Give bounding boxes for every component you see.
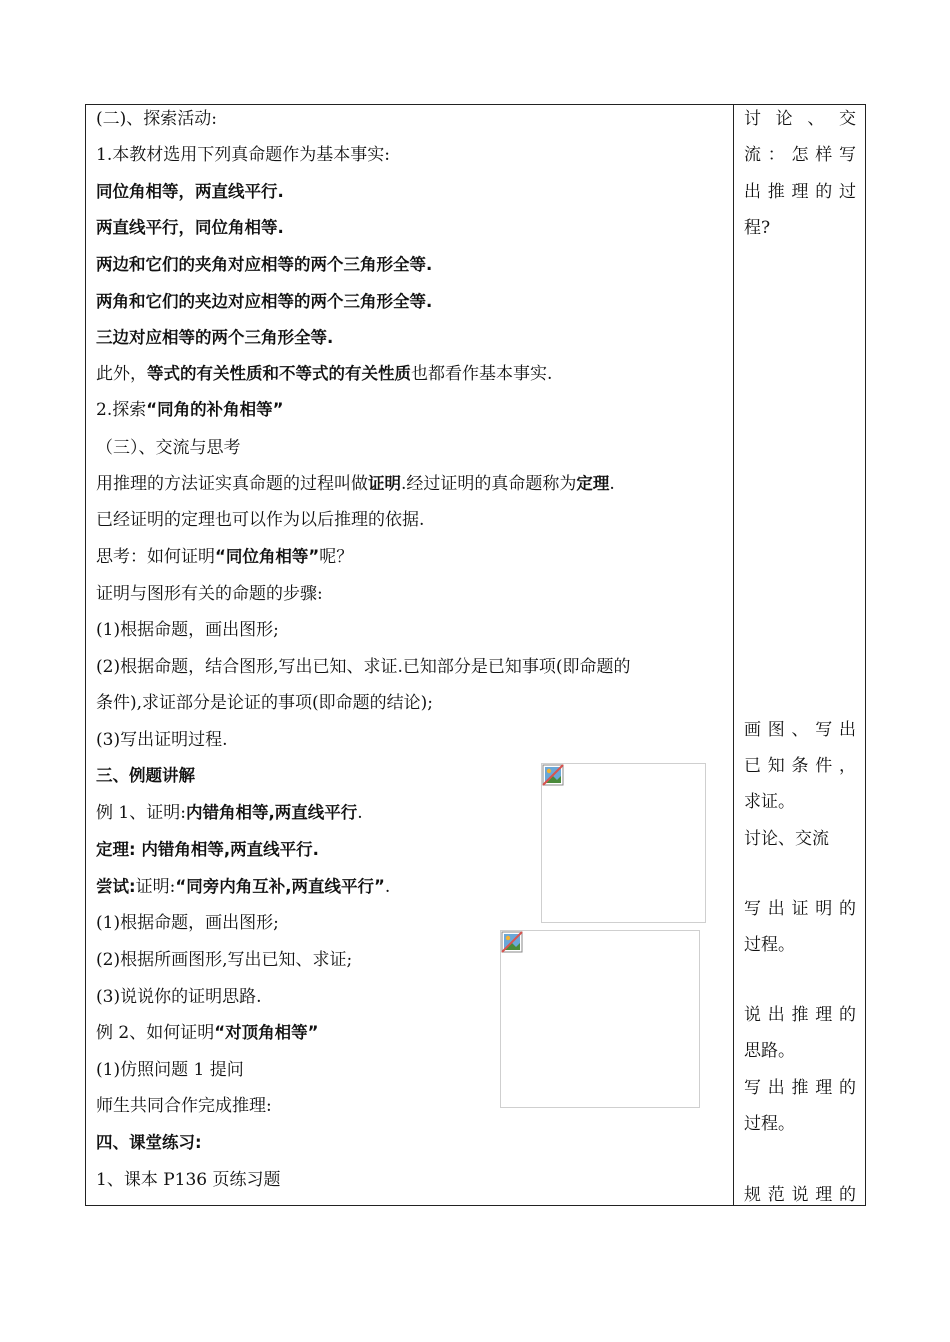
- text-line: [96, 949, 352, 971]
- text-segment: （三）、交流与思考: [96, 438, 241, 458]
- text-line: [96, 729, 227, 751]
- bold-text: 两边和它们的夹角对应相等的两个三角形全等.: [96, 255, 433, 274]
- text-segment: (2)根据命题，结合图形,写出已知、求证.已知部分是已知事项(即命题的: [96, 657, 631, 677]
- note-line: 程?: [744, 218, 771, 238]
- bold-text: 尝试:: [96, 877, 136, 896]
- bold-text: “同位角相等”: [215, 547, 320, 566]
- figure-placeholder-2: [500, 930, 700, 1108]
- text-segment: (1)根据命题，画出图形;: [96, 913, 279, 933]
- text-segment: (3)说说你的证明思路.: [96, 987, 262, 1007]
- note-line: 求证。: [744, 792, 795, 812]
- text-line: [96, 656, 631, 678]
- text-line: [96, 1095, 272, 1117]
- text-segment: (二)、探索活动:: [96, 109, 217, 129]
- bold-text: 内错角相等,两直线平行: [185, 803, 358, 822]
- note-line: 过程。: [744, 1114, 795, 1134]
- note-line: 已知条件，: [744, 756, 856, 776]
- note-line: 写出推理的: [744, 1078, 856, 1098]
- text-line: [96, 437, 241, 459]
- text-line: [96, 1132, 202, 1154]
- bold-text: 两直线平行，同位角相等.: [96, 218, 284, 237]
- note-line: 讨论、交流: [744, 829, 829, 849]
- bold-text: 四、课堂练习:: [96, 1133, 202, 1152]
- text-segment: (1)根据命题，画出图形;: [96, 620, 279, 640]
- text-segment: 2.探索: [96, 400, 147, 420]
- text-segment: (1)仿照问题 1 提问: [96, 1060, 244, 1080]
- text-segment: 例 2、如何证明: [96, 1023, 215, 1043]
- text-line: [96, 144, 390, 166]
- text-line: [96, 327, 333, 349]
- text-segment: 师生共同合作完成推理:: [96, 1096, 272, 1116]
- text-line: [96, 291, 432, 313]
- text-segment: (2)根据所画图形,写出已知、求证;: [96, 950, 353, 970]
- bold-text: 证明: [368, 474, 401, 493]
- bold-text: 三、例题讲解: [96, 766, 195, 785]
- text-segment: 此外，: [96, 364, 147, 384]
- text-segment: 证明与图形有关的命题的步骤:: [96, 584, 323, 604]
- bold-text: 定理: 内错角相等,两直线平行.: [96, 840, 319, 859]
- text-segment: .: [357, 803, 363, 823]
- note-line: 过程。: [744, 935, 795, 955]
- text-line: [96, 765, 195, 787]
- text-line: [96, 181, 284, 203]
- note-line: 规范说理的: [744, 1185, 856, 1205]
- text-segment: .经过证明的真命题称为: [401, 474, 577, 494]
- text-line: [96, 1022, 318, 1044]
- text-segment: 证明:: [135, 877, 176, 897]
- note-line: 思路。: [744, 1041, 795, 1061]
- bold-text: “同旁内角互补,两直线平行”: [175, 877, 385, 896]
- text-segment: 1、课本 P136 页练习题: [96, 1170, 281, 1190]
- broken-image-icon: [542, 764, 564, 786]
- text-line: [96, 217, 284, 239]
- text-line: [96, 876, 390, 898]
- text-segment: 也都看作基本事实.: [411, 364, 553, 384]
- text-segment: 1.本教材选用下列真命题作为基本事实:: [96, 145, 390, 165]
- bold-text: “同角的补角相等”: [146, 400, 284, 419]
- bold-text: “对顶角相等”: [214, 1023, 319, 1042]
- note-line: 讨论、交: [744, 109, 856, 129]
- text-segment: 条件),求证部分是论证的事项(即命题的结论);: [96, 693, 434, 713]
- text-line: [96, 1059, 244, 1081]
- text-line: [96, 399, 283, 421]
- bold-text: 等式的有关性质和不等式的有关性质: [147, 364, 411, 383]
- text-segment: .: [609, 474, 615, 494]
- text-segment: 思考：如何证明: [96, 547, 215, 567]
- note-line: 说出推理的: [744, 1005, 856, 1025]
- text-segment: 呢？: [319, 547, 354, 567]
- text-line: [96, 254, 432, 276]
- text-segment: 例 1、证明:: [96, 803, 186, 823]
- text-segment: 已经证明的定理也可以作为以后推理的依据.: [96, 510, 425, 530]
- text-line: [96, 802, 363, 824]
- text-line: [96, 363, 552, 385]
- text-line: [96, 546, 353, 568]
- text-line: [96, 692, 433, 714]
- note-line: 流：怎样写: [744, 145, 856, 165]
- column-divider: [733, 104, 734, 1206]
- note-line: 出推理的过: [744, 182, 856, 202]
- text-line: [96, 473, 615, 495]
- text-segment: 用推理的方法证实真命题的过程叫做: [96, 474, 368, 494]
- text-line: [96, 986, 261, 1008]
- text-line: [96, 619, 279, 641]
- text-line: [96, 583, 323, 605]
- text-line: [96, 509, 424, 531]
- bold-text: 定理: [576, 474, 610, 493]
- text-line: [96, 108, 217, 130]
- broken-image-icon: [501, 931, 523, 953]
- bold-text: 同位角相等，两直线平行.: [96, 182, 284, 201]
- figure-placeholder-1: [541, 763, 706, 923]
- text-line: [96, 839, 319, 861]
- note-line: 画图、写出: [744, 720, 856, 740]
- text-line: [96, 1169, 281, 1191]
- note-line: 写出证明的: [744, 899, 856, 919]
- text-line: [96, 912, 279, 934]
- text-segment: (3)写出证明过程.: [96, 730, 228, 750]
- bold-text: 三边对应相等的两个三角形全等.: [96, 328, 334, 347]
- bold-text: 两角和它们的夹边对应相等的两个三角形全等.: [96, 292, 433, 311]
- text-segment: .: [384, 877, 391, 897]
